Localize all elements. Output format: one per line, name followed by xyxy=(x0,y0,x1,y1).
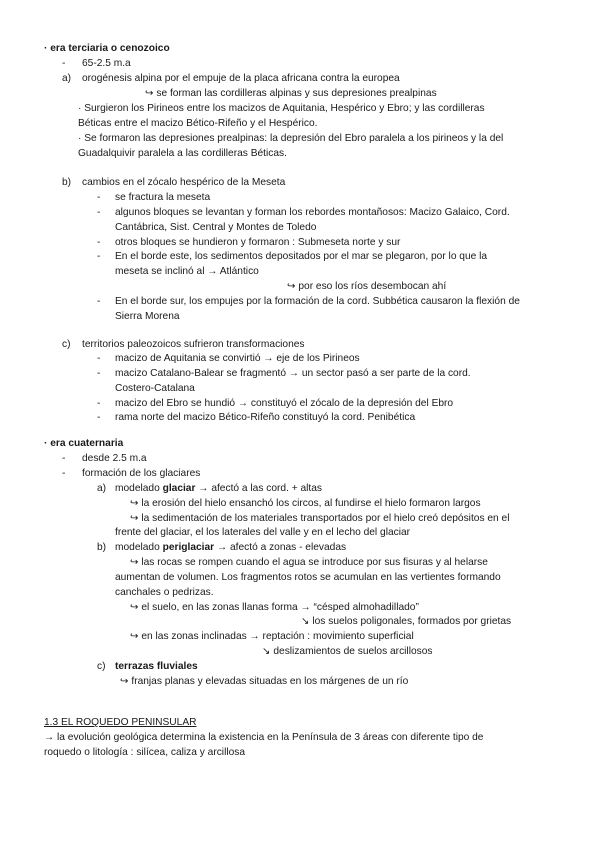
item-label-b: b) xyxy=(62,177,72,188)
section-heading-terciaria: · era terciaria o cenozoico xyxy=(44,43,170,54)
paragraph-line: Guadalquivir paralela a las cordilleras Béticas. xyxy=(78,148,287,159)
bullet-dash: - xyxy=(97,353,101,364)
paragraph-line: Béticas entre el macizo Bético-Rifeño y el Hespérico. xyxy=(78,118,318,129)
item-title-orogenesis: orogénesis alpina por el empuje de la placa africana contra la europea xyxy=(82,73,400,84)
date-range: 65-2.5 m.a xyxy=(82,58,131,69)
item-label-a: a) xyxy=(62,73,72,84)
list-item-cont: Costero-Catalana xyxy=(115,383,195,394)
arrow-note: ↪ por eso los ríos desembocan ahí xyxy=(287,281,447,292)
bullet-dash: - xyxy=(97,398,101,409)
list-item: macizo Catalano-Balear se fragmentó → un sector pasó a ser parte de la cord. xyxy=(115,368,471,379)
paragraph-line: → la evolución geológica determina la existencia en la Península de 3 áreas con diferente tipo de xyxy=(44,732,484,743)
section-heading-roquedo: 1.3 EL ROQUEDO PENINSULAR xyxy=(44,717,197,728)
bullet-dash: - xyxy=(97,237,101,248)
list-item: En el borde sur, los empujes por la formación de la cord. Subbética causaron la flexión de xyxy=(115,296,520,307)
title-prefix: modelado xyxy=(115,542,160,553)
bullet-dash: - xyxy=(62,58,66,69)
arrow-note: ↪ franjas planas y elevadas situadas en los márgenes de un río xyxy=(120,676,409,687)
item-title-terrazas: terrazas fluviales xyxy=(115,661,198,672)
bullet-dash: - xyxy=(62,453,66,464)
list-item: algunos bloques se levantan y forman los rebordes montañosos: Macizo Galaico, Cord. xyxy=(115,207,510,218)
arrow-note: ↘ deslizamientos de suelos arcillosos xyxy=(262,646,433,657)
list-item-cont: meseta se inclinó al → Atlántico xyxy=(115,266,259,277)
title-suffix: → afectó a las cord. + altas xyxy=(198,483,323,494)
note-cont: aumentan de volumen. Los fragmentos rotos se acumulan en las vertientes formando xyxy=(115,572,501,583)
arrow-note: ↪ las rocas se rompen cuando el agua se introduce por sus fisuras y al helarse xyxy=(130,557,488,568)
bullet-dash: - xyxy=(97,368,101,379)
list-item-cont: Cantábrica, Sist. Central y Montes de Toledo xyxy=(115,222,317,233)
bullet-dash: - xyxy=(97,207,101,218)
title-suffix: → afectó a zonas - elevadas xyxy=(216,542,347,553)
list-item: formación de los glaciares xyxy=(82,468,201,479)
item-label-c: c) xyxy=(97,661,106,672)
item-label-b: b) xyxy=(97,542,107,553)
item-label-a: a) xyxy=(97,483,107,494)
paragraph-line: · Surgieron los Pirineos entre los macizos de Aquitania, Hespérico y Ebro; y las cordilleras xyxy=(78,103,485,114)
paragraph-line: roquedo o litología : silícea, caliza y arcillosa xyxy=(44,747,246,758)
list-item: En el borde este, los sedimentos depositados por el mar se plegaron, por lo que la xyxy=(115,251,488,262)
title-keyword: periglaciar xyxy=(162,542,215,553)
title-prefix: modelado xyxy=(115,483,160,494)
paragraph-line: · Se formaron las depresiones prealpinas: la depresión del Ebro paralela a los pirineos y la del xyxy=(78,133,504,144)
list-item: macizo del Ebro se hundió → constituyó el zócalo de la depresión del Ebro xyxy=(115,398,454,409)
item-title-periglaciar xyxy=(115,541,346,554)
item-title-glaciar xyxy=(115,482,322,495)
list-item: desde 2.5 m.a xyxy=(82,453,147,464)
arrow-note: ↪ se forman las cordilleras alpinas y sus depresiones prealpinas xyxy=(145,88,437,99)
arrow-note: ↪ en las zonas inclinadas → reptación : movimiento superficial xyxy=(130,631,414,642)
arrow-note: ↪ el suelo, en las zonas llanas forma → “césped almohadillado” xyxy=(130,602,419,613)
bullet-dash: - xyxy=(97,296,101,307)
bullet-dash: - xyxy=(62,468,66,479)
list-item: macizo de Aquitania se convirtió → eje de los Pirineos xyxy=(115,353,360,364)
list-item-cont: Sierra Morena xyxy=(115,311,180,322)
note-cont: frente del glaciar, el los laterales del valle y en el lecho del glaciar xyxy=(115,527,411,538)
title-keyword: glaciar xyxy=(162,483,196,494)
bullet-dash: - xyxy=(97,412,101,423)
section-heading-cuaternaria: · era cuaternaria xyxy=(44,438,124,449)
bullet-dash: - xyxy=(97,251,101,262)
note-cont: canchales o pedrizas. xyxy=(115,587,214,598)
arrow-note: ↪ la erosión del hielo ensanchó los circos, al fundirse el hielo formaron largos xyxy=(130,498,481,509)
list-item: otros bloques se hundieron y formaron : Submeseta norte y sur xyxy=(115,237,401,248)
bullet-dash: - xyxy=(97,192,101,203)
item-label-c: c) xyxy=(62,339,71,350)
arrow-note: ↪ la sedimentación de los materiales transportados por el hielo creó depósitos en el xyxy=(130,513,510,524)
item-title-paleozoicos: territorios paleozoicos sufrieron transformaciones xyxy=(82,339,305,350)
list-item: se fractura la meseta xyxy=(115,192,211,203)
arrow-note: ↘ los suelos poligonales, formados por grietas xyxy=(301,616,512,627)
item-title-zocalo: cambios en el zócalo hespérico de la Meseta xyxy=(82,177,286,188)
list-item: rama norte del macizo Bético-Rifeño constituyó la cord. Penibética xyxy=(115,412,416,423)
